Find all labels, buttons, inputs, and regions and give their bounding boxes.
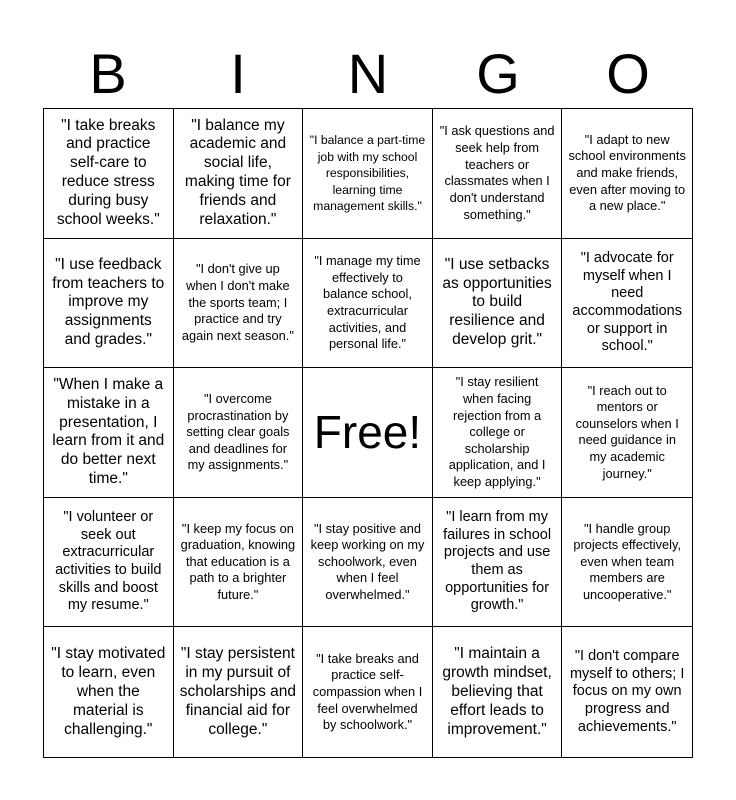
bingo-cell-r4-c5[interactable]: "I handle group projects effectively, even when team members are uncooperative." [562, 498, 692, 628]
bingo-cell-r2-c4[interactable]: "I use setbacks as opportunities to build resilience and develop grit." [433, 239, 563, 369]
bingo-cell-r4-c1[interactable]: "I volunteer or seek out extracurricular activities to build skills and boost my resume." [44, 498, 174, 628]
bingo-cell-r2-c2[interactable]: "I don't give up when I don't make the sports team; I practice and try again next season." [174, 239, 304, 369]
bingo-cell-r1-c4[interactable]: "I ask questions and seek help from teachers or classmates when I don't understand something." [433, 109, 563, 239]
bingo-cell-r2-c5[interactable]: "I advocate for myself when I need accommodations or support in school." [562, 239, 692, 369]
bingo-cell-r1-c1[interactable]: "I take breaks and practice self-care to reduce stress during busy school weeks." [44, 109, 174, 239]
bingo-cell-r3-c2[interactable]: "I overcome procrastination by setting clear goals and deadlines for my assignments." [174, 368, 304, 498]
bingo-cell-r1-c3[interactable]: "I balance a part-time job with my school responsibilities, learning time management skills." [303, 109, 433, 239]
header-letter-n: N [347, 42, 389, 105]
header-letter-i: I [230, 42, 246, 105]
bingo-cell-r5-c3[interactable]: "I take breaks and practice self-compassion when I feel overwhelmed by schoolwork." [303, 627, 433, 757]
bingo-cell-r5-c1[interactable]: "I stay motivated to learn, even when the material is challenging." [44, 627, 174, 757]
bingo-cell-r3-c1[interactable]: "When I make a mistake in a presentation, I learn from it and do better next time." [44, 368, 174, 498]
header-letter-g: G [476, 42, 520, 105]
free-space-cell[interactable]: Free! [303, 368, 433, 498]
bingo-cell-r5-c2[interactable]: "I stay persistent in my pursuit of scholarships and financial aid for college." [174, 627, 304, 757]
header-letter-o: O [606, 42, 650, 105]
bingo-cell-r1-c2[interactable]: "I balance my academic and social life, making time for friends and relaxation." [174, 109, 304, 239]
bingo-cell-r2-c3[interactable]: "I manage my time effectively to balance school, extracurricular activities, and personal life." [303, 239, 433, 369]
bingo-card-grid [43, 108, 693, 758]
bingo-header [43, 40, 693, 108]
bingo-cell-r4-c3[interactable]: "I stay positive and keep working on my schoolwork, even when I feel overwhelmed." [303, 498, 433, 628]
bingo-cell-r5-c5[interactable]: "I don't compare myself to others; I focus on my own progress and achievements." [569, 647, 685, 735]
bingo-cell-r1-c5[interactable]: "I adapt to new school environments and make friends, even after moving to a new place." [562, 109, 692, 239]
bingo-cell-r3-c5[interactable]: "I reach out to mentors or counselors when I need guidance in my academic journey." [562, 368, 692, 498]
bingo-cell-r3-c4[interactable]: "I stay resilient when facing rejection from a college or scholarship application, and I keep applying." [433, 368, 563, 498]
bingo-cell-r4-c4[interactable]: "I learn from my failures in school projects and use them as opportunities for growth." [433, 498, 563, 628]
header-letter-b: B [89, 42, 127, 105]
bingo-cell-r5-c4[interactable]: "I maintain a growth mindset, believing that effort leads to improvement." [433, 627, 563, 757]
bingo-cell-r2-c1[interactable]: "I use feedback from teachers to improve my assignments and grades." [44, 239, 174, 369]
bingo-cell-r4-c2[interactable]: "I keep my focus on graduation, knowing that education is a path to a brighter future." [174, 498, 304, 628]
